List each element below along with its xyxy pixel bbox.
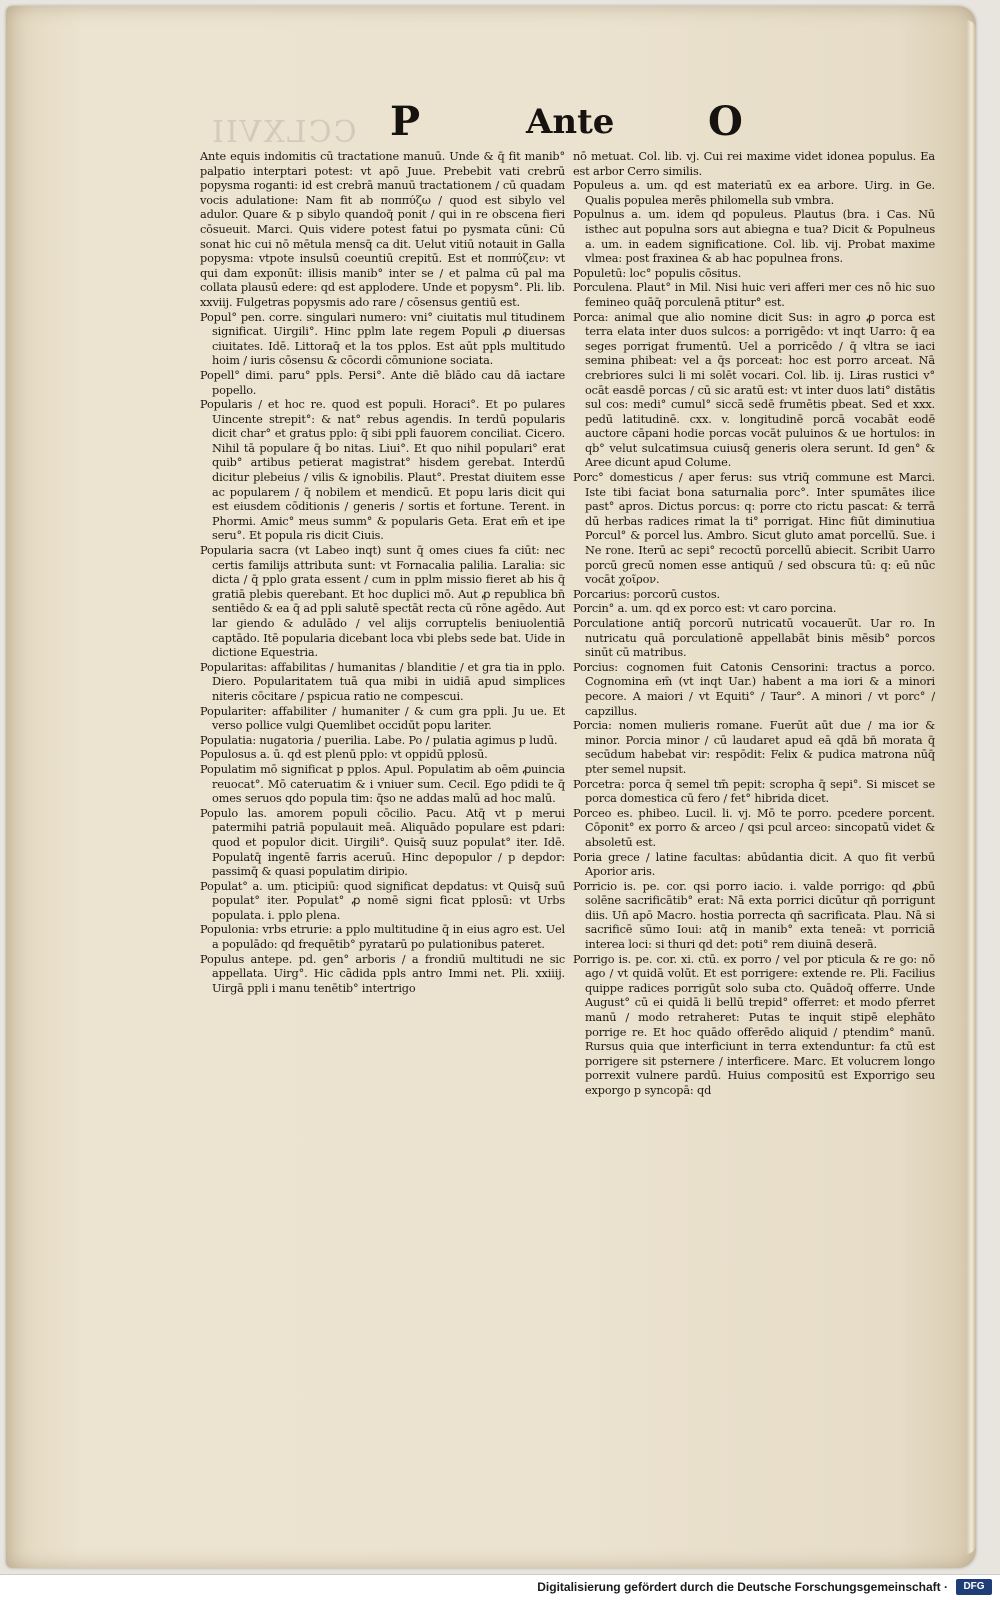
- dictionary-entry: Popularis / et hoc re. quod est populi. Horaci°. Et po pulares Uincente strepit°: & nat° rebus agendis. In terdū popularis dicit char° et gratus pplo: q̄ sibi ppli fauorem conciliat. Cicero. Nihil tā populare q̄ bo nitas. Liui°. Et quo nihil populari° erat quib° artibus petierat magistrat° hisdem gerebat. Interdū dicitur plebeius / vilis & ignobilis. Plaut°. Prestat diuitem esse ac popularem / q̄ nobilem et mendicū. Et popu laris dicit qui est eiusdem cōditionis / generis / sortis et fortune. Terent. in Phormi. Amic° meus summ° & popularis Geta. Erat em̄ et ipe seru°. Et popula ris dicit Ciuis.: [200, 398, 565, 543]
- dictionary-entry: Porcin° a. um. qd ex porco est: vt caro porcina.: [573, 602, 837, 616]
- dictionary-entry: Populat° a. um. pticipiū: quod significat depdatus: vt Quisq̄ suū populat° iter. Populat° ꝓ nomē signi ficat pplosū: vt Urbs populata. i. pplo plena.: [200, 879, 565, 922]
- bleed-through-text: CCLXVII: [210, 115, 357, 150]
- dictionary-entry: Porculena. Plaut° in Mil. Nisi huic veri afferi mer ces nō hic suo femineo quāq̄ porculenā ptitur° est.: [573, 281, 935, 309]
- footer-bar: [0, 1574, 1000, 1600]
- dictionary-entry: Porca: animal que alio nomine dicit Sus: in agro ꝓ porca est terra elata inter duos sulcos: a porrigēdo: vt inqt Uarro: q̄ ea seges porrigat frumentū. Uel a porricēdo / q̄ vltra se iaci semina phibeat: vel a q̄s porceat: hoc est porro arceat. Nā crebriores sulci li mi solēt vocari. Col. lib. ij. Liras rustici v° ocāt easdē porcas / cū sic aratū est: vt inter duos lati° distātis sul cos: medi° cumul° siccā sedē frumētis pbeat. Sed et xxx. pedū latitudinē. cxx. v. longitudinē porcā vocabāt eodē auctore cāpani hodie porcas vocāt puluinos & ue hortulos: in qb° velut sulcatimsua cuiusq̄ generis olera serunt. Id gen° & Aree dicunt apud Colume.: [573, 310, 935, 470]
- dictionary-entry: Porcetra: porca q̄ semel tm̄ pepit: scropha q̄ sepi°. Si miscet se porca domestica cū fero / fet° hibrida dicet.: [573, 777, 935, 806]
- dictionary-entry: Porceo es. phibeo. Lucil. li. vj. Mō te porro. pcedere porcent. Cōponit° ex porro & arceo / qsi pcul arceo: sincopatū videt & absoletū est.: [573, 806, 935, 849]
- dictionary-entry: Populnus a. um. idem qd populeus. Plautus (bra. i Cas. Nū isthec aut populna sors aut abiegna e tua? Dicit & Populneus a. um. in eadem significatione. Col. lib. vij. Probat maxime vlmea: post fraxinea & ab hac populnea frons.: [573, 208, 935, 266]
- dictionary-entry: Populosus a. ū. qd est plenū pplo: vt oppidū pplosū.: [200, 748, 488, 762]
- dictionary-entry: Popularitas: affabilitas / humanitas / blanditie / et gra tia in pplo. Diero. Popularitatem tuā qua mibi in uidiā apud simplices niteris cōcitare / pspicua ratio ne compescui.: [200, 660, 565, 703]
- dictionary-entry: Populo las. amorem populi cōcilio. Pacu. Atq̄ vt p merui patermihi patriā populauit meā. Aliquādo populare est pdari: quod et populor dicit. Uirgili°. Quisq̄ suuz populat° iter. Idē. Populatq̄ ingentē farris aceruū. Hinc depopulor / p depdor: passimq̄ & quasi populatim diripio.: [200, 806, 565, 879]
- dictionary-entry: Poria grece / latine facultas: abūdantia dicit. A quo fit verbū Aporior aris.: [573, 850, 935, 879]
- dictionary-entry: Populus antepe. pd. gen° arboris / a frondiū multitudi ne sic appellata. Uirg°. Hic cādida ppls antro Immi net. Pli. xxiiij. Uirgā ppli i manu tenētib° intertrigo: [200, 952, 565, 995]
- dictionary-entry: Porrigo is. pe. cor. xi. ctū. ex porro / vel por pticula & re go: nō ago / vt quidā volūt. Et est porrigere: extende re. Pli. Facilius quippe radices porrigūt solo suba cto. Quādoq̄ offerre. Unde August° cū ei quidā li bellū trepid° offerret: et modo pferret manū / modo retraheret: Putas te inquit stipē elephāto porrige re. Et hoc quādo offerēdo aliquid / ptendim° manū. Rursus quia que interficiunt in terra extenduntur: fa ctū est porrigere sit psternere / interficere. Marc. Et volucrem longo porrexit vulnere pardū. Huius compositū est Exporrigo seu exporgo p syncopā: qd: [573, 952, 935, 1097]
- dictionary-entry: Populonia: vrbs etrurie: a pplo multitudine q̄ in eius agro est. Uel a populādo: qd frequētib° pyratarū po pulationibus pateret.: [200, 923, 565, 952]
- right-column: [573, 150, 935, 1099]
- page-fore-edge: [966, 20, 976, 1554]
- running-head-center: Ante: [526, 102, 615, 142]
- dictionary-entry: Populatia: nugatoria / puerilia. Labe. Po / pulatia agimus p ludū.: [200, 733, 558, 747]
- dictionary-entry: Porc° domesticus / aper ferus: sus vtriq̄ commune est Marci. Iste tibi faciat bona saturnalia porc°. Inter spumātes ilice past° apros. Dictus porcus: q: porre cto rictu pascat: & terrā dū herbas radices rimat la ti° porrigat. Hinc fiūt diminutiua Porcul° & porcel lus. Ambro. Sicut gluto amat porcellū. Sue. i Ne rone. Iterū ac sepi° recoctū porcellū abiecit. Scribit Uarro porcū grecū nomen esse antiquū / sed obscura tū: q: eū nūc vocāt χοῖρον.: [573, 471, 935, 587]
- dictionary-entry: Popell° dimi. paru° ppls. Persi°. Ante diē blādo cau dā iactare popello.: [200, 368, 565, 397]
- dictionary-entry: Ante equis indomitis cū tractatione manuū. Unde & q̄ fit manib° palpatio interptari potest: vt apō Juue. Prebebit vati crebrū popysma roganti: id est crebrā manuū tractationem / cū quadam vocis adulatione: Nam fit ab ποππύζω / quod est sibylo vel adulor. Quare & p sibylo quandoq̄ ponit / qui in re obscena fieri cōsueuit. Marci. Quis videre potest fatui po pysmata cūni: Cū sonat hic cui nō mētula mensq̄ ca dit. Uelut vitiū notauit in Galla popysma: vtpote insulsū coeuntiū crepitū. Est et ποππύζειν: vt qui dam exponūt: illisis manib° inter se / et palma cū pal ma collata plausū edere: qd est applodere. Unde et popysm°. Pli. lib. xxviij. Fulgetras popysmis ado rare / cōsensus gentiū est.: [200, 150, 565, 309]
- running-head-left: P: [390, 98, 421, 145]
- dictionary-entry: Populetū: loc° populis cōsitus.: [573, 266, 742, 280]
- dictionary-entry: Porricio is. pe. cor. qsi porro iacio. i. valde porrigo: qd ꝓbū solēne sacrificātib° erat: Nā exta porrici dicūtur qn̄ porrigunt diis. Un̄ apō Macro. hostia porrecta qn̄ sacrificata. Plau. Nā si sacrificē sūmo Ioui: atq̄ in manib° exta teneā: vt porriciā interea loci: si thuri qd det: poti° rem diuinā deserā.: [573, 879, 935, 952]
- dictionary-entry: Porcia: nomen mulieris romane. Fuerūt aūt due / ma ior & minor. Porcia minor / cū laudaret apud eā qdā bn̄ morata q̄ secūdum habebat vir: respōdit: Felix & pudica matrona nūq̄ pter semel nupsit.: [573, 719, 935, 776]
- dictionary-entry: Porcarius: porcorū custos.: [573, 587, 720, 601]
- running-head: [390, 92, 790, 152]
- dictionary-entry: Popul° pen. corre. singulari numero: vni° ciuitatis mul titudinem significat. Uirgili°. Hinc pplm late regem Populi ꝓ diuersas ciuitates. Idē. Littoraq̄ et la tos pplos. Est aūt ppls multitudo hoim / iuris cōsensu & cōcordi cōmunione sociata.: [200, 310, 565, 368]
- left-column: [200, 150, 565, 996]
- dictionary-entry: Popularia sacra (vt Labeo inqt) sunt q̄ omes ciues fa ciūt: nec certis familijs attributa sunt: vt Fornacalia palilia. Laralia: sic dicta / q̄ pplo grata essent / cum in pplm missio fieret ab his q̄ gratiā plebis querebant. Et hoc duplici mō. Aut ꝓ republica bn̄ sentiēdo & ea q̄ ad ppli salutē spectāt recta cū rōne agēdo. Aut lar giendo & adulādo / vel alijs corruptelis beniuolentiā captādo. Itē popularia dicebant loca vbi plebs sede bat. Uide in dictione Equestria.: [200, 544, 565, 660]
- dictionary-entry: Populeus a. um. qd est materiatū ex ea arbore. Uirg. in Ge. Qualis populea merēs philomella sub vmbra.: [573, 179, 935, 207]
- dictionary-entry: Populariter: affabiliter / humaniter / & cum gra ppli. Ju ue. Et verso pollice vulgi Quemlibet occidūt popu lariter.: [200, 704, 565, 733]
- dictionary-entry: nō metuat. Col. lib. vj. Cui rei maxime videt idonea populus. Ea est arbor Cerro similis.: [573, 150, 935, 178]
- dictionary-entry: Porculatione antiq̄ porcorū nutricatū vocauerūt. Uar ro. In nutricatu quā porculationē appellabāt binis mēsib° porcos sinūt cū matribus.: [573, 617, 935, 660]
- dictionary-entry: Populatim mō significat p pplos. Apul. Populatim ab oēm ꝓuincia reuocat°. Mō cateruatim & i vniuer sum. Cecil. Ego pdidi te q̄ omes seruos qdo popula tim: q̄so ne addas malū ad hoc malū.: [200, 762, 565, 806]
- dictionary-entry: Porcius: cognomen fuit Catonis Censorini: tractus a porco. Cognomina em̄ (vt inqt Uar.) habent a ma iori & a minori pecore. A maiori / vt Equiti° / Taur°. A minori / vt porc° / capzillus.: [573, 660, 935, 718]
- running-head-right: O: [708, 98, 743, 145]
- dfg-logo: DFG: [956, 1579, 992, 1595]
- footer-credit: Digitalisierung gefördert durch die Deutsche Forschungsgemeinschaft ·: [537, 1580, 948, 1594]
